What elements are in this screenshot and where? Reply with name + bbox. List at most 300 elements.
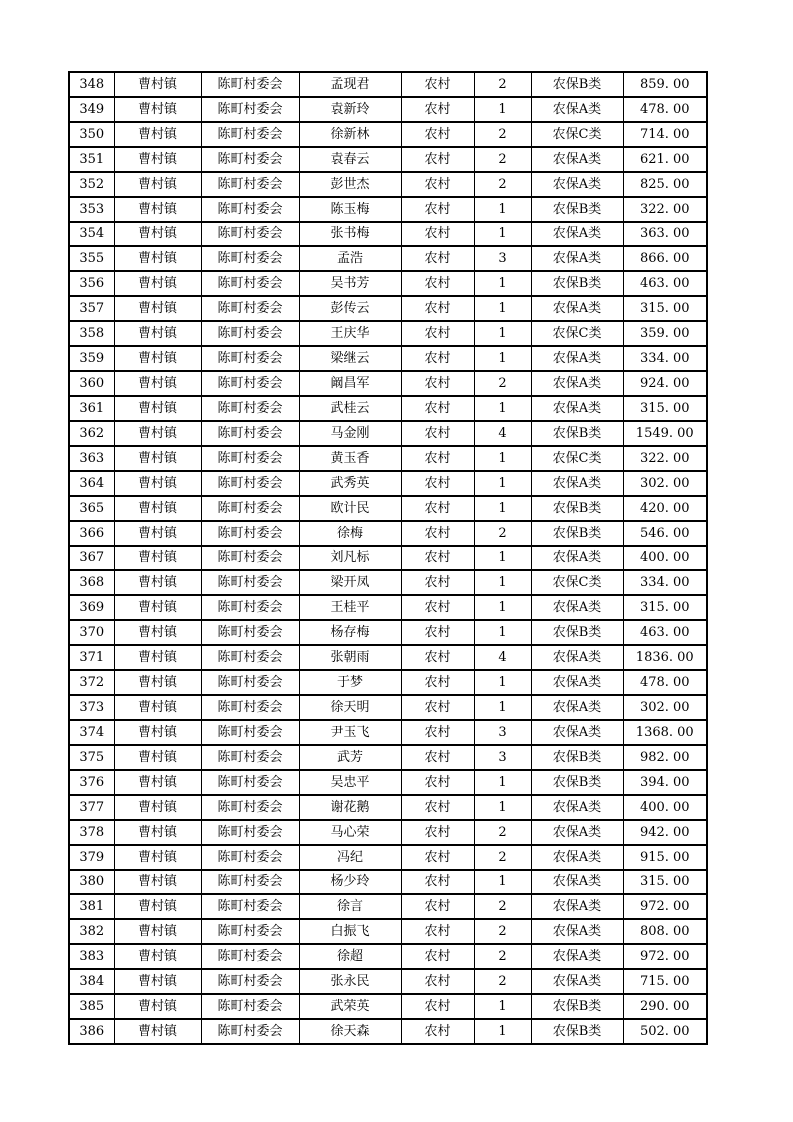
cell-residence_type: 农村 xyxy=(401,296,474,321)
cell-insurance_category: 农保A类 xyxy=(531,471,623,496)
cell-row_no: 362 xyxy=(69,421,114,446)
cell-town: 曹村镇 xyxy=(114,421,201,446)
cell-town: 曹村镇 xyxy=(114,246,201,271)
cell-town: 曹村镇 xyxy=(114,122,201,147)
table-row xyxy=(69,246,707,271)
cell-amount: 982. 00 xyxy=(623,745,707,770)
cell-residence_type: 农村 xyxy=(401,421,474,446)
cell-residence_type: 农村 xyxy=(401,670,474,695)
cell-insurance_category: 农保B类 xyxy=(531,496,623,521)
cell-person_name: 徐新林 xyxy=(299,122,401,147)
cell-village_committee: 陈町村委会 xyxy=(201,321,299,346)
cell-row_no: 361 xyxy=(69,396,114,421)
cell-amount: 400. 00 xyxy=(623,795,707,820)
cell-person_count: 1 xyxy=(474,670,531,695)
cell-person_count: 1 xyxy=(474,321,531,346)
cell-row_no: 386 xyxy=(69,1019,114,1044)
table-row xyxy=(69,296,707,321)
cell-insurance_category: 农保A类 xyxy=(531,172,623,197)
cell-row_no: 357 xyxy=(69,296,114,321)
cell-row_no: 369 xyxy=(69,595,114,620)
cell-row_no: 348 xyxy=(69,72,114,97)
cell-village_committee: 陈町村委会 xyxy=(201,97,299,122)
cell-person_count: 1 xyxy=(474,346,531,371)
cell-insurance_category: 农保A类 xyxy=(531,845,623,870)
cell-row_no: 350 xyxy=(69,122,114,147)
cell-row_no: 354 xyxy=(69,222,114,247)
table-row xyxy=(69,396,707,421)
cell-amount: 915. 00 xyxy=(623,845,707,870)
cell-town: 曹村镇 xyxy=(114,72,201,97)
cell-residence_type: 农村 xyxy=(401,222,474,247)
cell-village_committee: 陈町村委会 xyxy=(201,296,299,321)
table-row xyxy=(69,222,707,247)
cell-amount: 924. 00 xyxy=(623,371,707,396)
cell-person_count: 2 xyxy=(474,820,531,845)
cell-amount: 334. 00 xyxy=(623,570,707,595)
cell-person_count: 1 xyxy=(474,546,531,571)
cell-row_no: 353 xyxy=(69,197,114,222)
cell-person_count: 3 xyxy=(474,246,531,271)
cell-town: 曹村镇 xyxy=(114,570,201,595)
cell-insurance_category: 农保A类 xyxy=(531,695,623,720)
table-row xyxy=(69,496,707,521)
cell-person_name: 徐天森 xyxy=(299,1019,401,1044)
cell-row_no: 382 xyxy=(69,919,114,944)
cell-person_name: 杨少玲 xyxy=(299,870,401,895)
cell-row_no: 367 xyxy=(69,546,114,571)
cell-town: 曹村镇 xyxy=(114,371,201,396)
cell-residence_type: 农村 xyxy=(401,197,474,222)
cell-residence_type: 农村 xyxy=(401,271,474,296)
cell-amount: 972. 00 xyxy=(623,944,707,969)
cell-village_committee: 陈町村委会 xyxy=(201,695,299,720)
cell-village_committee: 陈町村委会 xyxy=(201,720,299,745)
cell-village_committee: 陈町村委会 xyxy=(201,1019,299,1044)
table-row xyxy=(69,645,707,670)
cell-residence_type: 农村 xyxy=(401,147,474,172)
cell-amount: 302. 00 xyxy=(623,471,707,496)
cell-row_no: 380 xyxy=(69,870,114,895)
table-row xyxy=(69,870,707,895)
cell-insurance_category: 农保C类 xyxy=(531,446,623,471)
table-row xyxy=(69,521,707,546)
table-body xyxy=(69,72,707,1044)
table-row xyxy=(69,446,707,471)
cell-person_name: 彭传云 xyxy=(299,296,401,321)
cell-amount: 808. 00 xyxy=(623,919,707,944)
cell-row_no: 378 xyxy=(69,820,114,845)
cell-person_count: 2 xyxy=(474,371,531,396)
cell-amount: 621. 00 xyxy=(623,147,707,172)
cell-village_committee: 陈町村委会 xyxy=(201,670,299,695)
cell-person_name: 张永民 xyxy=(299,969,401,994)
cell-row_no: 384 xyxy=(69,969,114,994)
cell-insurance_category: 农保B类 xyxy=(531,994,623,1019)
cell-insurance_category: 农保A类 xyxy=(531,595,623,620)
cell-residence_type: 农村 xyxy=(401,72,474,97)
cell-village_committee: 陈町村委会 xyxy=(201,396,299,421)
cell-person_name: 梁继云 xyxy=(299,346,401,371)
cell-person_name: 于梦 xyxy=(299,670,401,695)
cell-person_count: 2 xyxy=(474,944,531,969)
cell-village_committee: 陈町村委会 xyxy=(201,795,299,820)
cell-town: 曹村镇 xyxy=(114,994,201,1019)
cell-amount: 1368. 00 xyxy=(623,720,707,745)
cell-person_count: 1 xyxy=(474,97,531,122)
cell-village_committee: 陈町村委会 xyxy=(201,271,299,296)
cell-person_count: 1 xyxy=(474,994,531,1019)
cell-person_name: 徐言 xyxy=(299,894,401,919)
cell-person_name: 冯纪 xyxy=(299,845,401,870)
cell-person_name: 武秀英 xyxy=(299,471,401,496)
cell-village_committee: 陈町村委会 xyxy=(201,197,299,222)
cell-person_count: 3 xyxy=(474,745,531,770)
table-row xyxy=(69,695,707,720)
cell-row_no: 375 xyxy=(69,745,114,770)
cell-amount: 502. 00 xyxy=(623,1019,707,1044)
cell-residence_type: 农村 xyxy=(401,321,474,346)
cell-residence_type: 农村 xyxy=(401,944,474,969)
cell-amount: 463. 00 xyxy=(623,271,707,296)
cell-residence_type: 农村 xyxy=(401,620,474,645)
cell-amount: 302. 00 xyxy=(623,695,707,720)
cell-town: 曹村镇 xyxy=(114,620,201,645)
cell-person_name: 阚昌军 xyxy=(299,371,401,396)
cell-person_count: 2 xyxy=(474,919,531,944)
cell-insurance_category: 农保B类 xyxy=(531,521,623,546)
table-row xyxy=(69,745,707,770)
cell-residence_type: 农村 xyxy=(401,1019,474,1044)
table-row xyxy=(69,570,707,595)
cell-village_committee: 陈町村委会 xyxy=(201,446,299,471)
benefits-table xyxy=(68,71,708,1045)
table-row xyxy=(69,122,707,147)
cell-person_count: 1 xyxy=(474,296,531,321)
cell-person_name: 马金刚 xyxy=(299,421,401,446)
table-row xyxy=(69,172,707,197)
cell-town: 曹村镇 xyxy=(114,396,201,421)
cell-amount: 334. 00 xyxy=(623,346,707,371)
cell-person_name: 吴忠平 xyxy=(299,770,401,795)
cell-row_no: 355 xyxy=(69,246,114,271)
cell-village_committee: 陈町村委会 xyxy=(201,620,299,645)
cell-town: 曹村镇 xyxy=(114,321,201,346)
cell-insurance_category: 农保A类 xyxy=(531,795,623,820)
cell-insurance_category: 农保A类 xyxy=(531,894,623,919)
cell-person_name: 白振飞 xyxy=(299,919,401,944)
cell-residence_type: 农村 xyxy=(401,745,474,770)
cell-village_committee: 陈町村委会 xyxy=(201,496,299,521)
cell-town: 曹村镇 xyxy=(114,969,201,994)
cell-amount: 715. 00 xyxy=(623,969,707,994)
cell-village_committee: 陈町村委会 xyxy=(201,645,299,670)
cell-town: 曹村镇 xyxy=(114,745,201,770)
cell-row_no: 376 xyxy=(69,770,114,795)
cell-village_committee: 陈町村委会 xyxy=(201,246,299,271)
cell-residence_type: 农村 xyxy=(401,546,474,571)
cell-residence_type: 农村 xyxy=(401,695,474,720)
cell-amount: 942. 00 xyxy=(623,820,707,845)
cell-insurance_category: 农保A类 xyxy=(531,720,623,745)
cell-person_count: 1 xyxy=(474,446,531,471)
cell-person_count: 1 xyxy=(474,620,531,645)
cell-amount: 478. 00 xyxy=(623,670,707,695)
cell-village_committee: 陈町村委会 xyxy=(201,944,299,969)
cell-person_count: 2 xyxy=(474,172,531,197)
cell-insurance_category: 农保A类 xyxy=(531,870,623,895)
cell-person_name: 陈玉梅 xyxy=(299,197,401,222)
cell-row_no: 363 xyxy=(69,446,114,471)
cell-village_committee: 陈町村委会 xyxy=(201,346,299,371)
cell-residence_type: 农村 xyxy=(401,645,474,670)
cell-town: 曹村镇 xyxy=(114,845,201,870)
cell-village_committee: 陈町村委会 xyxy=(201,845,299,870)
cell-row_no: 360 xyxy=(69,371,114,396)
cell-town: 曹村镇 xyxy=(114,271,201,296)
cell-insurance_category: 农保A类 xyxy=(531,969,623,994)
cell-insurance_category: 农保A类 xyxy=(531,670,623,695)
cell-amount: 322. 00 xyxy=(623,446,707,471)
cell-amount: 322. 00 xyxy=(623,197,707,222)
cell-town: 曹村镇 xyxy=(114,944,201,969)
cell-insurance_category: 农保C类 xyxy=(531,570,623,595)
table-row xyxy=(69,346,707,371)
cell-residence_type: 农村 xyxy=(401,595,474,620)
cell-row_no: 379 xyxy=(69,845,114,870)
cell-person_name: 袁新玲 xyxy=(299,97,401,122)
table-row xyxy=(69,620,707,645)
cell-village_committee: 陈町村委会 xyxy=(201,919,299,944)
cell-town: 曹村镇 xyxy=(114,595,201,620)
cell-row_no: 368 xyxy=(69,570,114,595)
cell-person_name: 武芳 xyxy=(299,745,401,770)
cell-town: 曹村镇 xyxy=(114,147,201,172)
cell-residence_type: 农村 xyxy=(401,994,474,1019)
cell-amount: 714. 00 xyxy=(623,122,707,147)
cell-town: 曹村镇 xyxy=(114,695,201,720)
cell-person_count: 1 xyxy=(474,570,531,595)
cell-residence_type: 农村 xyxy=(401,371,474,396)
cell-residence_type: 农村 xyxy=(401,820,474,845)
table-row xyxy=(69,894,707,919)
table-row xyxy=(69,969,707,994)
cell-row_no: 352 xyxy=(69,172,114,197)
cell-residence_type: 农村 xyxy=(401,122,474,147)
cell-person_name: 徐天明 xyxy=(299,695,401,720)
cell-person_count: 2 xyxy=(474,969,531,994)
cell-row_no: 364 xyxy=(69,471,114,496)
cell-town: 曹村镇 xyxy=(114,496,201,521)
cell-village_committee: 陈町村委会 xyxy=(201,72,299,97)
cell-person_name: 杨存梅 xyxy=(299,620,401,645)
cell-person_name: 袁春云 xyxy=(299,147,401,172)
cell-insurance_category: 农保A类 xyxy=(531,147,623,172)
cell-town: 曹村镇 xyxy=(114,645,201,670)
cell-person_count: 1 xyxy=(474,1019,531,1044)
cell-town: 曹村镇 xyxy=(114,670,201,695)
cell-person_count: 2 xyxy=(474,72,531,97)
cell-residence_type: 农村 xyxy=(401,396,474,421)
cell-residence_type: 农村 xyxy=(401,446,474,471)
table-row xyxy=(69,595,707,620)
cell-village_committee: 陈町村委会 xyxy=(201,122,299,147)
cell-insurance_category: 农保A类 xyxy=(531,645,623,670)
cell-residence_type: 农村 xyxy=(401,969,474,994)
cell-person_count: 2 xyxy=(474,894,531,919)
cell-insurance_category: 农保A类 xyxy=(531,346,623,371)
cell-insurance_category: 农保B类 xyxy=(531,745,623,770)
cell-insurance_category: 农保A类 xyxy=(531,222,623,247)
cell-village_committee: 陈町村委会 xyxy=(201,770,299,795)
cell-town: 曹村镇 xyxy=(114,471,201,496)
cell-insurance_category: 农保A类 xyxy=(531,820,623,845)
cell-insurance_category: 农保C类 xyxy=(531,122,623,147)
cell-row_no: 351 xyxy=(69,147,114,172)
cell-town: 曹村镇 xyxy=(114,795,201,820)
cell-insurance_category: 农保A类 xyxy=(531,371,623,396)
cell-insurance_category: 农保A类 xyxy=(531,919,623,944)
table-row xyxy=(69,72,707,97)
cell-village_committee: 陈町村委会 xyxy=(201,745,299,770)
cell-residence_type: 农村 xyxy=(401,795,474,820)
cell-insurance_category: 农保A类 xyxy=(531,546,623,571)
cell-village_committee: 陈町村委会 xyxy=(201,521,299,546)
cell-town: 曹村镇 xyxy=(114,222,201,247)
cell-town: 曹村镇 xyxy=(114,446,201,471)
cell-residence_type: 农村 xyxy=(401,919,474,944)
cell-person_count: 1 xyxy=(474,271,531,296)
cell-amount: 972. 00 xyxy=(623,894,707,919)
cell-person_count: 2 xyxy=(474,521,531,546)
cell-village_committee: 陈町村委会 xyxy=(201,371,299,396)
cell-insurance_category: 农保B类 xyxy=(531,770,623,795)
cell-residence_type: 农村 xyxy=(401,570,474,595)
table-row xyxy=(69,795,707,820)
cell-insurance_category: 农保A类 xyxy=(531,97,623,122)
cell-insurance_category: 农保B类 xyxy=(531,197,623,222)
cell-amount: 400. 00 xyxy=(623,546,707,571)
table-row xyxy=(69,720,707,745)
table-row xyxy=(69,321,707,346)
cell-person_count: 2 xyxy=(474,147,531,172)
cell-person_name: 尹玉飞 xyxy=(299,720,401,745)
table-row xyxy=(69,944,707,969)
cell-person_count: 4 xyxy=(474,421,531,446)
table-row xyxy=(69,97,707,122)
table-row xyxy=(69,546,707,571)
cell-row_no: 381 xyxy=(69,894,114,919)
cell-person_name: 欧计民 xyxy=(299,496,401,521)
cell-village_committee: 陈町村委会 xyxy=(201,570,299,595)
cell-amount: 315. 00 xyxy=(623,870,707,895)
table-row xyxy=(69,770,707,795)
cell-person_name: 徐超 xyxy=(299,944,401,969)
cell-row_no: 377 xyxy=(69,795,114,820)
cell-person_name: 孟现君 xyxy=(299,72,401,97)
cell-row_no: 358 xyxy=(69,321,114,346)
cell-residence_type: 农村 xyxy=(401,346,474,371)
cell-town: 曹村镇 xyxy=(114,172,201,197)
cell-row_no: 373 xyxy=(69,695,114,720)
cell-person_count: 1 xyxy=(474,396,531,421)
cell-amount: 478. 00 xyxy=(623,97,707,122)
cell-row_no: 359 xyxy=(69,346,114,371)
cell-residence_type: 农村 xyxy=(401,471,474,496)
cell-amount: 1836. 00 xyxy=(623,645,707,670)
cell-amount: 546. 00 xyxy=(623,521,707,546)
cell-amount: 866. 00 xyxy=(623,246,707,271)
table-row xyxy=(69,845,707,870)
table-row xyxy=(69,820,707,845)
cell-person_count: 2 xyxy=(474,845,531,870)
table-row xyxy=(69,421,707,446)
cell-person_name: 马心荣 xyxy=(299,820,401,845)
cell-residence_type: 农村 xyxy=(401,894,474,919)
cell-person_name: 黄玉香 xyxy=(299,446,401,471)
cell-village_committee: 陈町村委会 xyxy=(201,894,299,919)
cell-amount: 315. 00 xyxy=(623,595,707,620)
cell-insurance_category: 农保A类 xyxy=(531,396,623,421)
cell-town: 曹村镇 xyxy=(114,820,201,845)
cell-person_name: 孟浩 xyxy=(299,246,401,271)
cell-insurance_category: 农保A类 xyxy=(531,246,623,271)
cell-town: 曹村镇 xyxy=(114,894,201,919)
cell-person_count: 3 xyxy=(474,720,531,745)
cell-insurance_category: 农保C类 xyxy=(531,321,623,346)
table-row xyxy=(69,471,707,496)
cell-person_name: 张书梅 xyxy=(299,222,401,247)
cell-person_name: 徐梅 xyxy=(299,521,401,546)
cell-village_committee: 陈町村委会 xyxy=(201,222,299,247)
cell-residence_type: 农村 xyxy=(401,172,474,197)
cell-person_count: 1 xyxy=(474,471,531,496)
cell-residence_type: 农村 xyxy=(401,845,474,870)
cell-village_committee: 陈町村委会 xyxy=(201,147,299,172)
cell-town: 曹村镇 xyxy=(114,296,201,321)
cell-person_count: 1 xyxy=(474,695,531,720)
cell-person_count: 1 xyxy=(474,795,531,820)
cell-town: 曹村镇 xyxy=(114,97,201,122)
cell-row_no: 365 xyxy=(69,496,114,521)
cell-village_committee: 陈町村委会 xyxy=(201,820,299,845)
cell-village_committee: 陈町村委会 xyxy=(201,172,299,197)
cell-insurance_category: 农保A类 xyxy=(531,296,623,321)
cell-residence_type: 农村 xyxy=(401,97,474,122)
table-row xyxy=(69,994,707,1019)
cell-row_no: 356 xyxy=(69,271,114,296)
cell-residence_type: 农村 xyxy=(401,870,474,895)
table-row xyxy=(69,919,707,944)
cell-village_committee: 陈町村委会 xyxy=(201,994,299,1019)
cell-person_name: 梁开凤 xyxy=(299,570,401,595)
cell-town: 曹村镇 xyxy=(114,197,201,222)
cell-amount: 825. 00 xyxy=(623,172,707,197)
table-row xyxy=(69,371,707,396)
cell-village_committee: 陈町村委会 xyxy=(201,546,299,571)
cell-person_count: 2 xyxy=(474,122,531,147)
cell-amount: 363. 00 xyxy=(623,222,707,247)
cell-amount: 859. 00 xyxy=(623,72,707,97)
cell-person_name: 彭世杰 xyxy=(299,172,401,197)
cell-residence_type: 农村 xyxy=(401,496,474,521)
cell-row_no: 372 xyxy=(69,670,114,695)
cell-person_name: 刘凡标 xyxy=(299,546,401,571)
cell-row_no: 370 xyxy=(69,620,114,645)
cell-amount: 1549. 00 xyxy=(623,421,707,446)
cell-person_name: 谢花鹅 xyxy=(299,795,401,820)
cell-person_name: 王庆华 xyxy=(299,321,401,346)
